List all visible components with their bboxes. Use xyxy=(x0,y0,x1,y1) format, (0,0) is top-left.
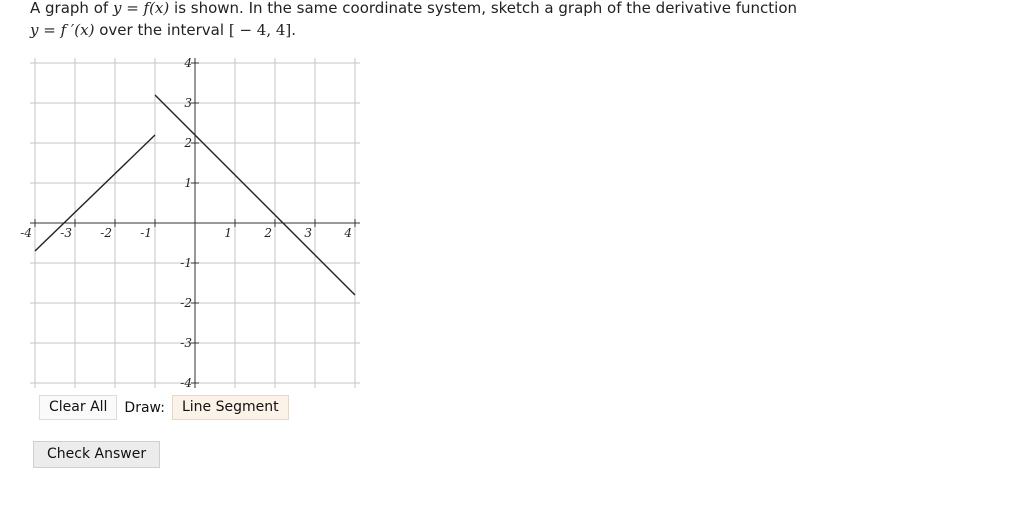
x-tick-label: 2 xyxy=(264,226,272,240)
y-tick-label: -3 xyxy=(180,336,192,350)
question-prompt xyxy=(30,0,797,41)
prompt-line-1 xyxy=(30,0,797,19)
clear-all-button[interactable]: Clear All xyxy=(39,395,117,420)
x-tick-label: -1 xyxy=(140,226,152,240)
prompt-text: A graph of xyxy=(30,0,109,17)
x-tick-label: 3 xyxy=(304,226,312,240)
derivative-label: y = f ′(x) xyxy=(30,21,95,39)
function-segment xyxy=(35,135,155,251)
x-tick-label: 1 xyxy=(224,226,232,240)
coordinate-grid[interactable] xyxy=(20,56,362,390)
prompt-line-2 xyxy=(30,19,797,41)
x-tick-label: 4 xyxy=(344,226,352,240)
y-tick-label: -1 xyxy=(180,256,192,270)
drawing-toolbar xyxy=(39,395,289,420)
function-label: y = f(x) xyxy=(112,0,170,17)
y-tick-label: 2 xyxy=(184,136,192,150)
prompt-text: over the interval xyxy=(99,21,225,39)
x-tick-label: -4 xyxy=(20,226,32,240)
line-segment-tool-button[interactable]: Line Segment xyxy=(172,395,289,420)
x-tick-label: -3 xyxy=(60,226,72,240)
check-answer-button[interactable]: Check Answer xyxy=(33,441,160,468)
x-tick-label: -2 xyxy=(100,226,112,240)
y-tick-label: -4 xyxy=(180,376,192,390)
y-tick-label: -2 xyxy=(180,296,192,310)
interval-label: [ − 4, 4]. xyxy=(228,21,297,39)
draw-label: Draw: xyxy=(124,399,165,416)
y-tick-label: 3 xyxy=(184,96,192,110)
y-tick-label: 4 xyxy=(184,56,192,70)
prompt-text: is shown. In the same coordinate system, sketch a graph of the derivative function xyxy=(174,0,798,17)
graphing-canvas[interactable] xyxy=(20,56,362,394)
y-tick-label: 1 xyxy=(184,176,192,190)
